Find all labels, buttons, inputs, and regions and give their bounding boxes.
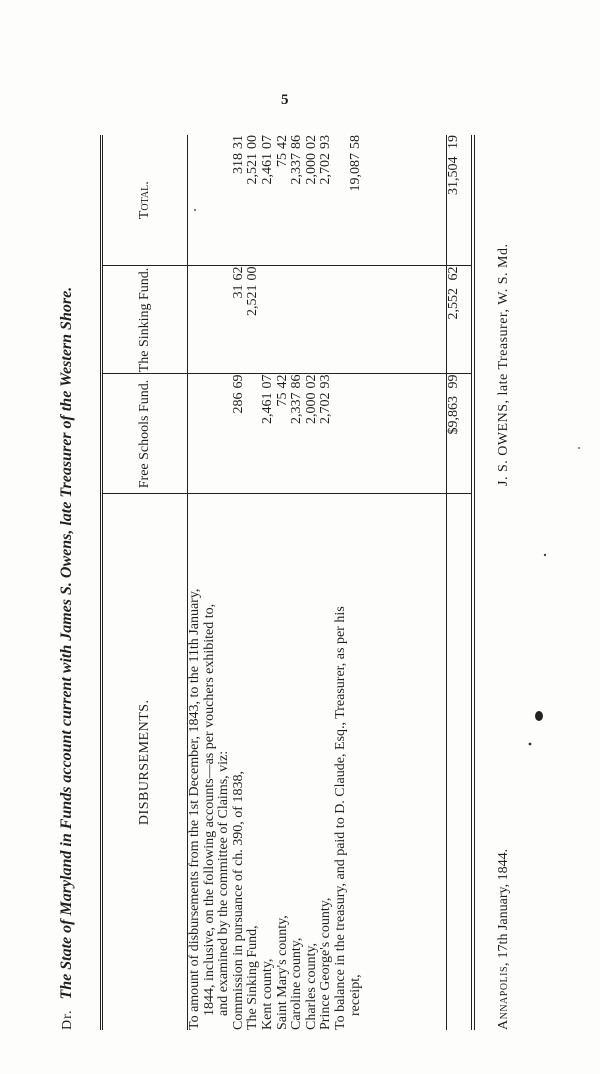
total-cents: 93 <box>318 135 334 149</box>
description-line: and examined by the committee of Claims, viz: <box>216 750 232 1016</box>
total-dollars: 75 <box>274 153 290 167</box>
total-cents: 86 <box>289 135 305 149</box>
total-dollars: 2,337 <box>289 153 305 185</box>
description-line: Saint Mary's county, <box>274 915 290 1030</box>
free-schools-cents: 86 <box>289 374 305 389</box>
header-total: Total. <box>102 135 188 266</box>
sinking-fund-dollars: 31 <box>230 284 246 299</box>
total-sinking-cents: 62 <box>446 266 461 281</box>
total-cents: 07 <box>259 135 275 149</box>
total-sinking-dollars: 2,552 <box>446 288 461 320</box>
free-schools-cents: 42 <box>274 374 290 389</box>
page-number: 5 <box>281 92 289 108</box>
total-cents: 00 <box>245 135 261 149</box>
total-dollars: 2,461 <box>259 153 275 185</box>
total-dollars: 19,087 <box>347 153 363 192</box>
description-line: The Sinking Fund, <box>245 925 261 1030</box>
description-line: To balance in the treasury, and paid to D. Claude, Esq., Treasurer, as per his <box>332 606 348 1030</box>
sinking-fund-dollars: 2,521 <box>245 284 261 316</box>
description-line: Caroline county, <box>289 937 305 1030</box>
description-line: 1844, inclusive, on the following accounts—as per vouchers exhibited to, <box>201 603 217 1016</box>
treasurer-signature: J. S. OWENS, late Treasurer, W. S. Md. <box>496 243 511 486</box>
header-disbursements: DISBURSEMENTS. <box>102 494 188 1030</box>
total-cents: 58 <box>347 135 363 149</box>
total-dollars: 2,702 <box>318 153 334 185</box>
total-dollars: 2,521 <box>245 153 261 185</box>
free-schools-dollars: 2,000 <box>303 392 319 424</box>
free-schools-cents: 69 <box>230 374 246 389</box>
total-dollars: 2,000 <box>303 153 319 185</box>
free-schools-dollars: 75 <box>274 392 290 407</box>
header-free-schools-fund: Free Schools Fund. <box>102 374 188 494</box>
free-schools-dollars: 2,337 <box>289 392 305 424</box>
description-line: Commission in pursuance of ch. 390, of 1838, <box>230 771 246 1030</box>
description-line: receipt, <box>347 974 363 1016</box>
free-schools-dollars: 2,461 <box>259 392 275 424</box>
description-line: Charles county, <box>303 943 319 1030</box>
free-schools-cents: 93 <box>318 374 334 389</box>
date: 17th January, 1844. <box>496 848 511 959</box>
place: Annapolis, <box>496 961 511 1030</box>
account-title: The State of Maryland in Funds account current with James S. Owens, late Treasurer of the Western Shore. <box>58 286 75 1000</box>
description-line: To amount of disbursements from the 1st December, 1843, to the 11th January, <box>187 588 202 1030</box>
free-schools-dollars: 2,702 <box>318 392 334 424</box>
total-cents: 42 <box>274 135 290 149</box>
free-schools-cents: 07 <box>259 374 275 389</box>
grand-total-cents: 19 <box>446 135 461 149</box>
total-dollars: 318 <box>230 153 246 174</box>
total-free-schools-dollars: $9,863 <box>446 396 461 435</box>
description-line: Kent county, <box>259 958 275 1030</box>
sinking-fund-cents: 00 <box>245 266 261 281</box>
total-free-schools-cents: 99 <box>446 374 461 389</box>
debit-prefix: Dr. <box>60 1009 75 1030</box>
free-schools-cents: 02 <box>303 374 319 389</box>
total-cents: 02 <box>303 135 319 149</box>
free-schools-dollars: 286 <box>230 392 246 414</box>
header-sinking-fund: The Sinking Fund. <box>102 266 188 374</box>
sinking-fund-cents: 62 <box>230 266 246 281</box>
total-cents: 31 <box>230 135 246 149</box>
grand-total-dollars: 31,504 <box>446 156 461 195</box>
description-line: Prince George's county, <box>318 897 334 1030</box>
